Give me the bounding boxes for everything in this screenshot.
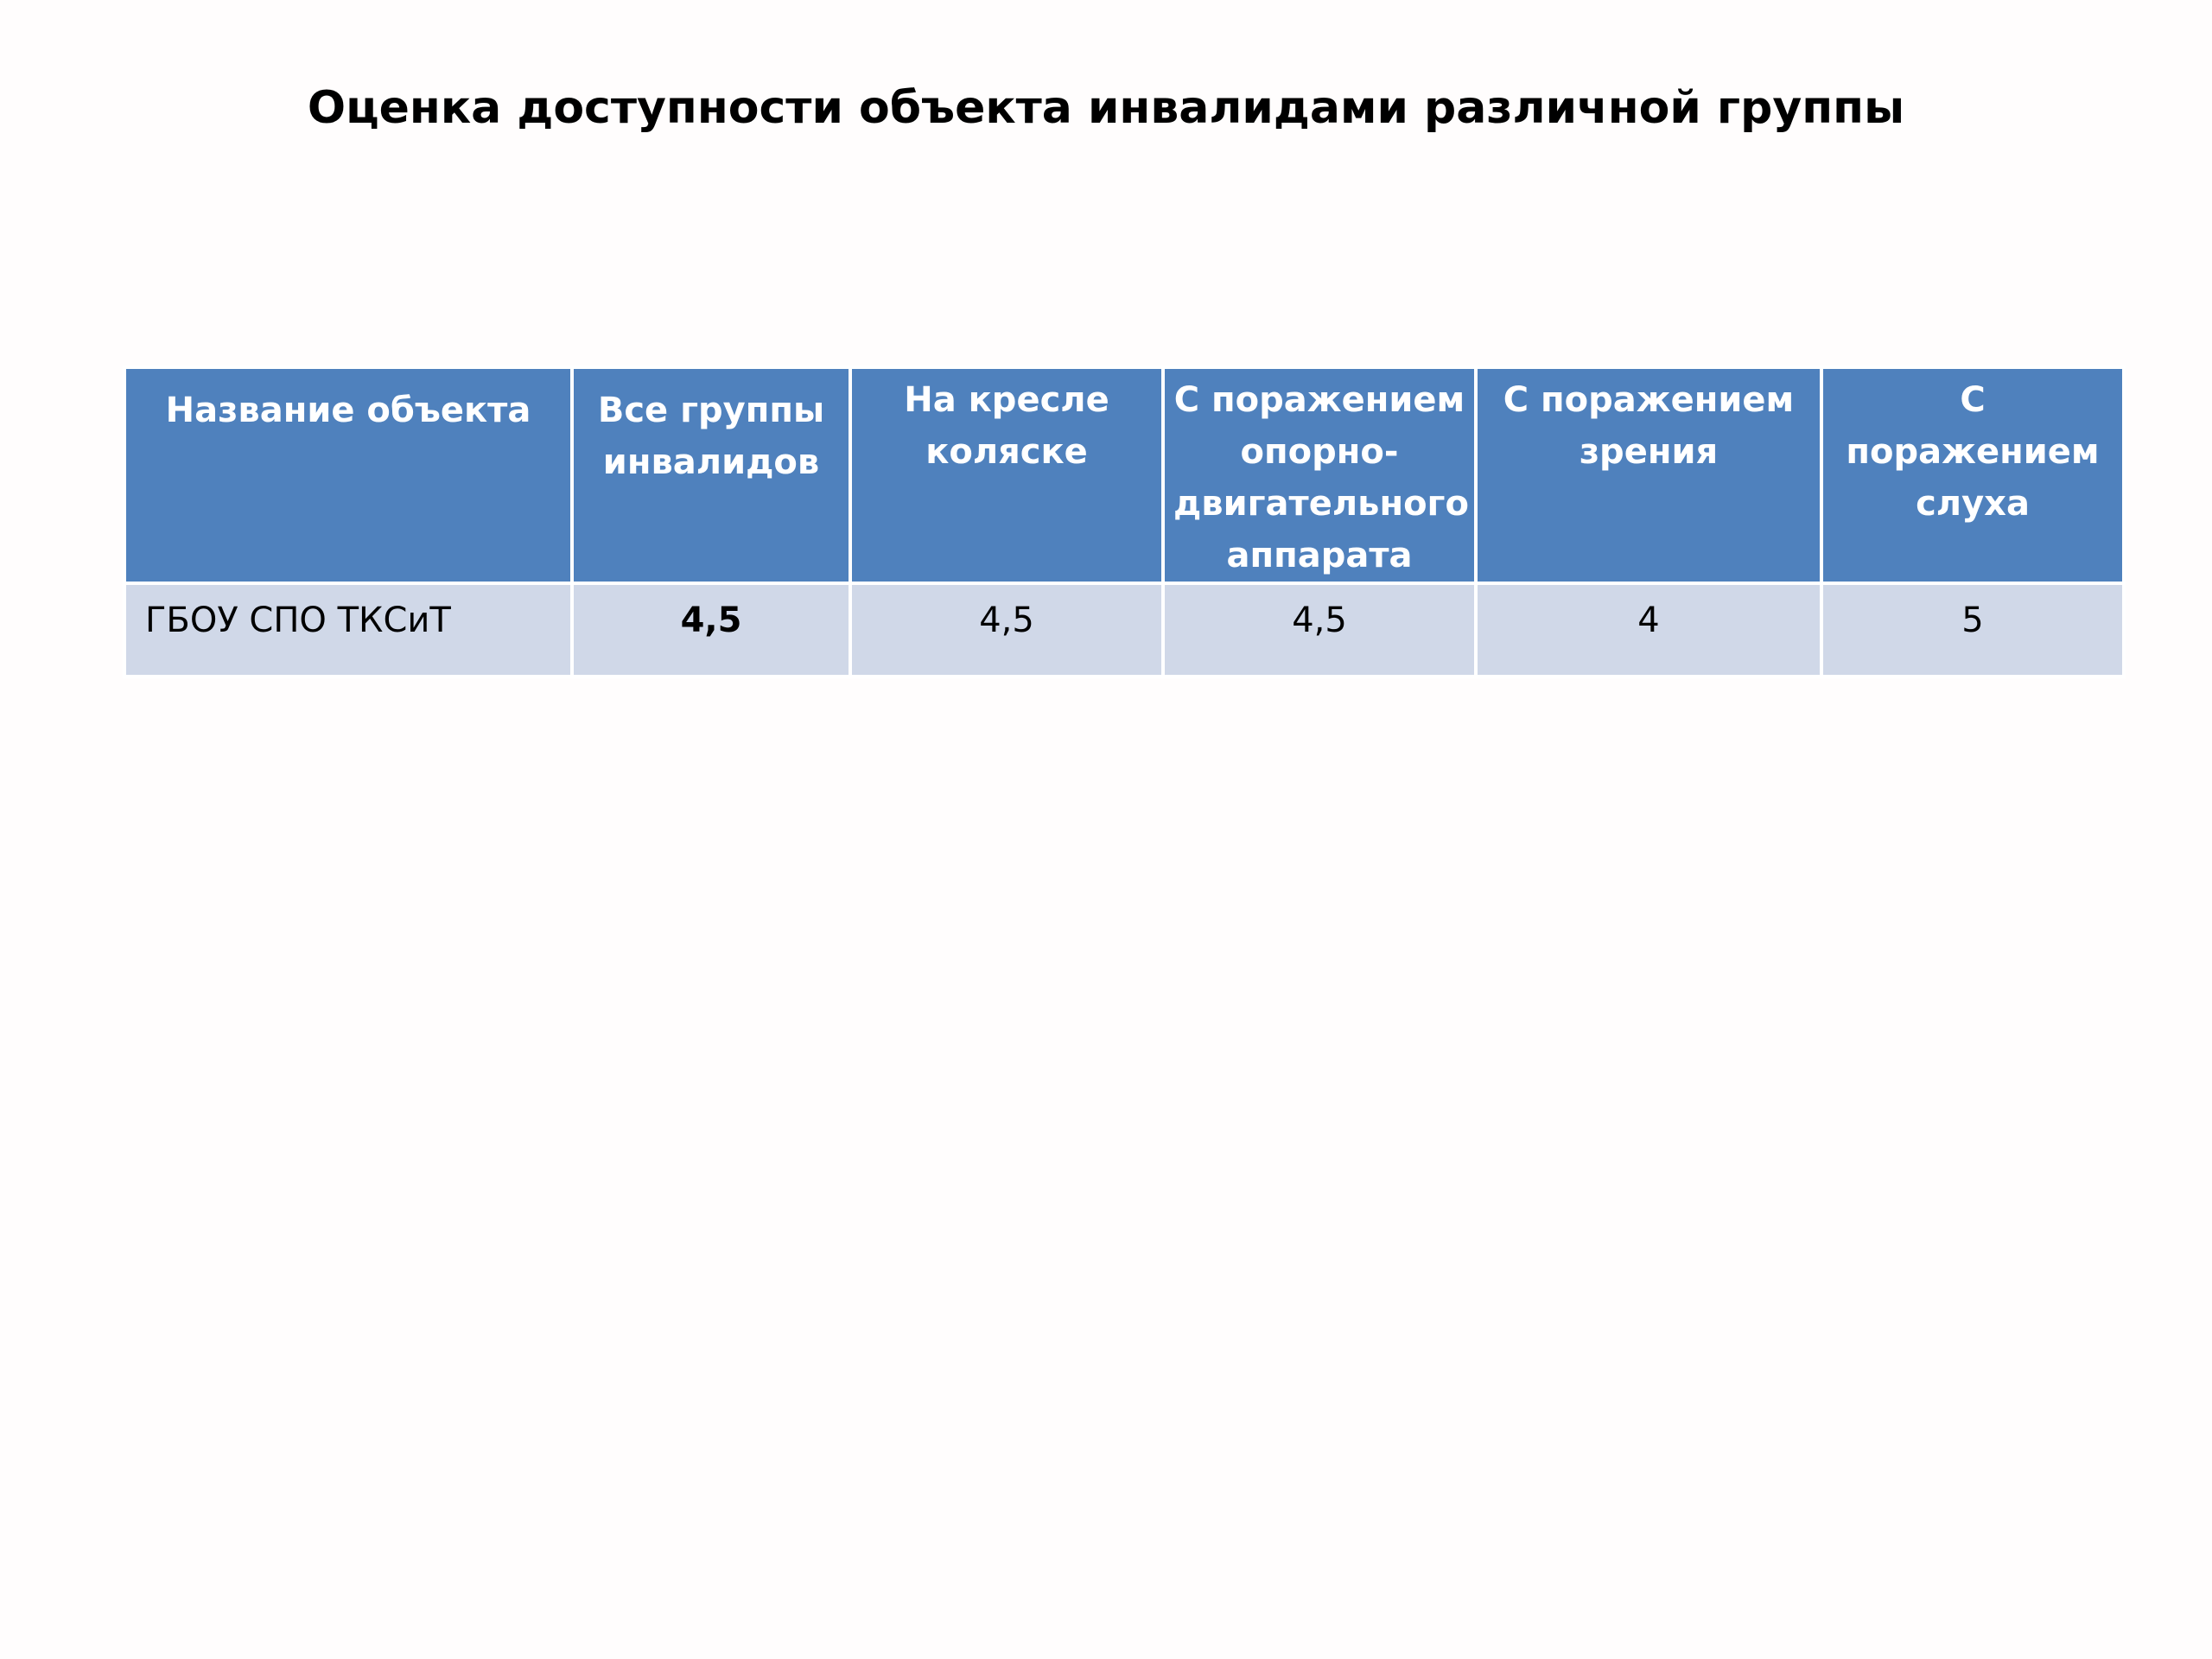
header-wheelchair: На кресле коляске: [850, 367, 1163, 583]
cell-vision: 4: [1476, 583, 1821, 677]
cell-object-name: ГБОУ СПО ТКСиТ: [124, 583, 572, 677]
accessibility-table: [123, 365, 2126, 678]
header-hearing: С поражением слуха: [1821, 367, 2124, 583]
table-header-row: [124, 367, 2124, 583]
header-all-groups: Все группы инвалидов: [572, 367, 850, 583]
slide-title: Оценка доступности объекта инвалидами различной группы: [307, 82, 1905, 134]
cell-hearing: 5: [1821, 583, 2124, 677]
table-row: [124, 583, 2124, 677]
cell-musculoskeletal: 4,5: [1163, 583, 1476, 677]
header-object-name: Название объекта: [124, 367, 572, 583]
cell-all-groups: 4,5: [572, 583, 850, 677]
cell-wheelchair: 4,5: [850, 583, 1163, 677]
header-musculoskeletal: С поражением опорно-двигательного аппарата: [1163, 367, 1476, 583]
header-vision: С поражением зрения: [1476, 367, 1821, 583]
